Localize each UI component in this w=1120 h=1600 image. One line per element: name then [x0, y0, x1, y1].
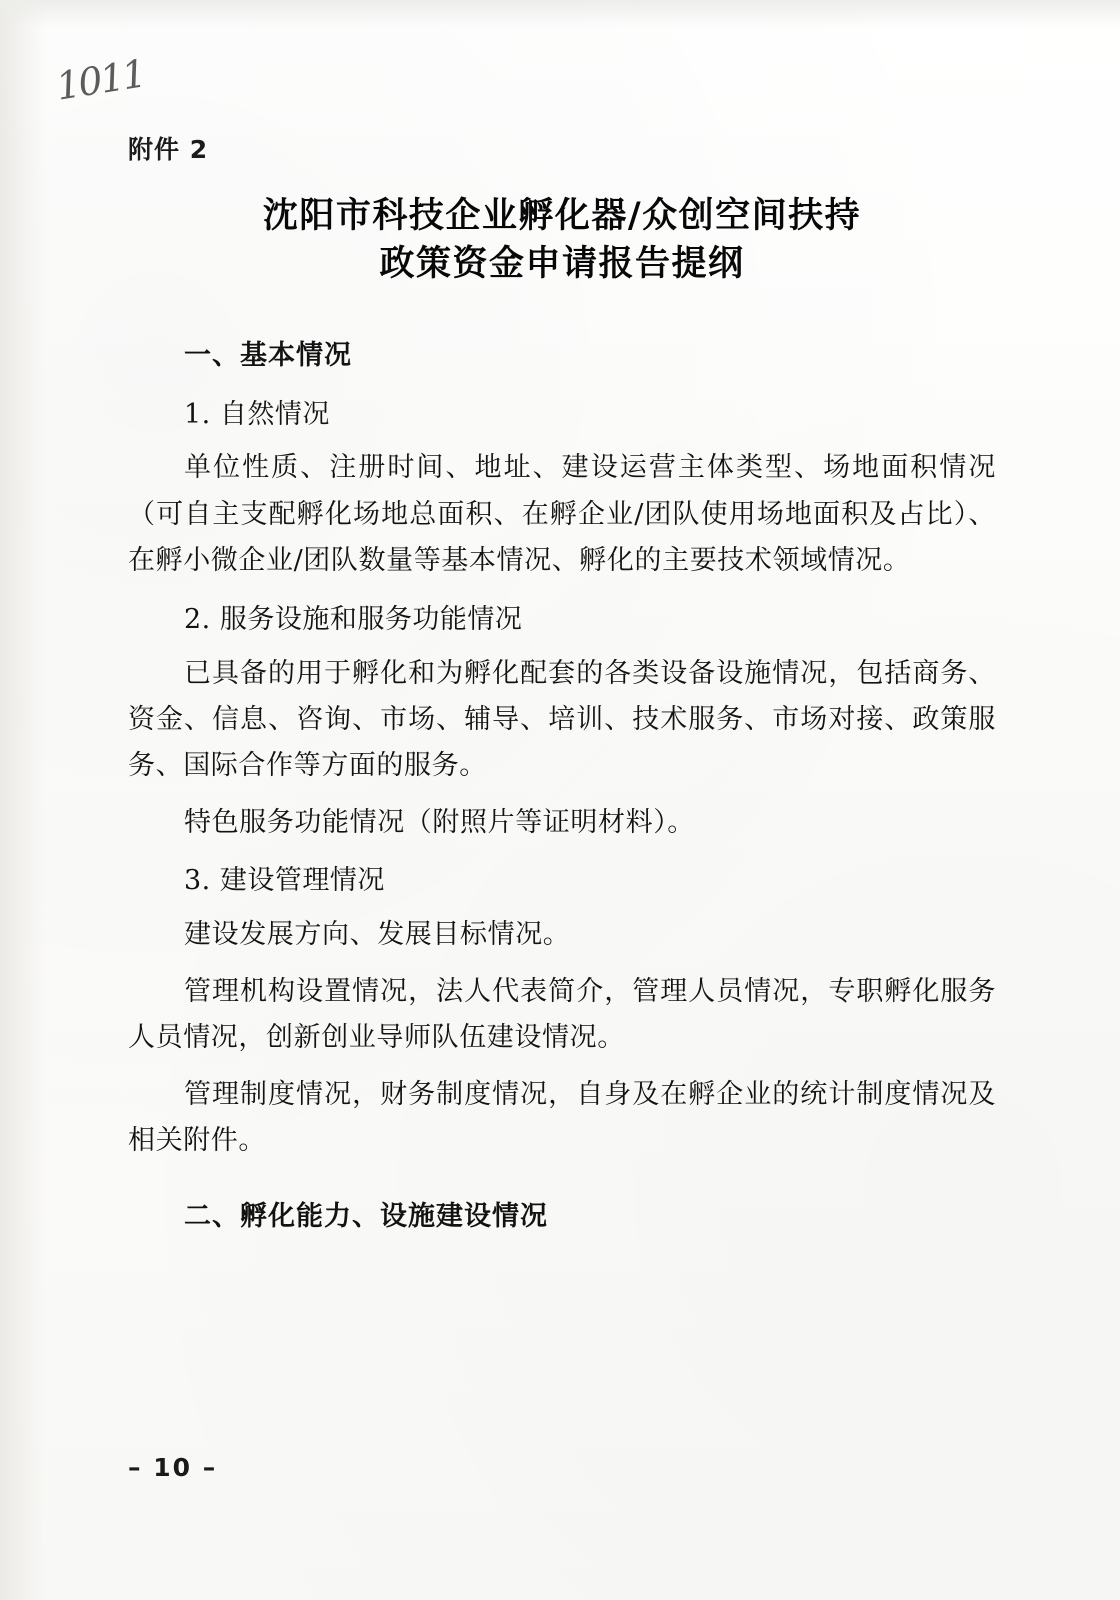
document-body — [128, 130, 996, 1255]
page-title-line-2: 政策资金申请报告提纲 — [379, 243, 745, 285]
scan-shadow-left — [0, 0, 46, 1600]
scan-shadow-top — [0, 0, 1120, 28]
section-heading-basic-info: 一、基本情况 — [184, 339, 352, 371]
paragraph-development-direction: 建设发展方向、发展目标情况。 — [184, 919, 571, 951]
handwritten-margin-note: 1011 — [53, 51, 148, 109]
section-heading-incubation-capacity: 二、孵化能力、设施建设情况 — [184, 1201, 548, 1233]
paragraph-natural-status: 单位性质、注册时间、地址、建设运营主体类型、场地面积情况（可自主支配孵化场地总面积、在孵企业/团队使用场地面积及占比）、在孵小微企业/团队数量等基本情况、孵化的主要技术领域情况。 — [128, 452, 996, 577]
page-title — [128, 192, 996, 289]
paragraph-management-structure: 管理机构设置情况，法人代表简介，管理人员情况，专职孵化服务人员情况，创新创业导师队伍建设情况。 — [128, 975, 996, 1054]
paragraph-service-facilities: 已具备的用于孵化和为孵化配套的各类设备设施情况，包括商务、资金、信息、咨询、市场、辅导、培训、技术服务、市场对接、政策服务、国际合作等方面的服务。 — [128, 657, 996, 782]
page-number: – 10 – — [128, 1453, 218, 1482]
subsection-heading-construction-management: 3. 建设管理情况 — [184, 865, 385, 897]
paragraph-special-service: 特色服务功能情况（附照片等证明材料）。 — [184, 806, 695, 838]
attachment-label: 附件 2 — [128, 135, 209, 164]
paragraph-management-system: 管理制度情况，财务制度情况，自身及在孵企业的统计制度情况及相关附件。 — [128, 1078, 996, 1156]
subsection-heading-service-facilities: 2. 服务设施和服务功能情况 — [184, 603, 523, 635]
subsection-heading-natural-status: 1. 自然情况 — [184, 398, 330, 430]
page-title-line-1: 沈阳市科技企业孵化器/众创空间扶持 — [262, 195, 862, 236]
